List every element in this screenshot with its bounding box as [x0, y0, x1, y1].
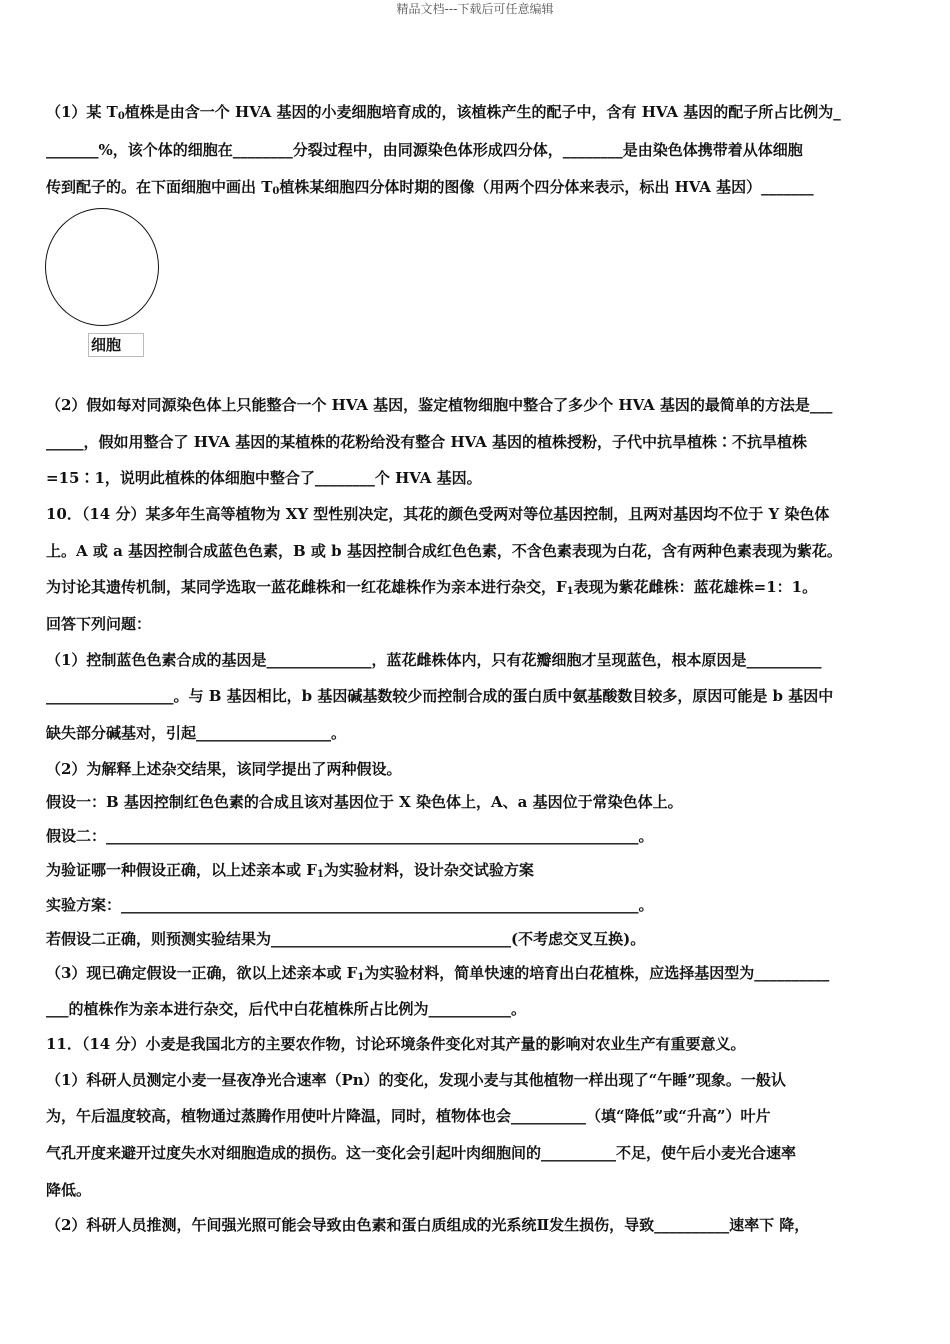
page-header: 精品文档---下载后可任意编辑: [396, 2, 554, 16]
text-line: 缺失部分碱基对，引起__________________。: [46, 724, 347, 742]
text-line: 假设一：B 基因控制红色色素的合成且该对基因位于 X 染色体上，A、a 基因位于常染色体上。: [46, 793, 683, 811]
text-line: （1）某 $T_0$植株是由含一个 HVA 基因的小麦细胞培育成的，该植株产生的配子中，含有 HVA 基因的配子所占比例为_: [46, 103, 841, 122]
cell-circle-drawing: [45, 208, 159, 326]
text-line: =15∶1，说明此植株的体细胞中整合了________个 HVA 基因。: [46, 469, 482, 487]
text-line: 为讨论其遗传机制，某同学选取一蓝花雌株和一红花雄株作为亲本进行杂交，$F_1$表现为紫花雌株：蓝花雄株=1：1。: [46, 578, 818, 597]
text-line: 气孔开度来避开过度失水对细胞造成的损伤。这一变化会引起叶肉细胞间的__________不足，使午后小麦光合速率: [46, 1144, 797, 1162]
text-line: （3）现已确定假设一正确，欲以上述亲本或 $F_1$为实验材料，简单快速的培育出白花植株，应选择基因型为__________: [46, 964, 830, 983]
text-line: _____，假如用整合了 HVA 基因的某植株的花粉给没有整合 HVA 基因的植株授粉，子代中抗旱植株∶不抗旱植株: [46, 433, 807, 451]
cell-label: 细胞: [88, 333, 144, 357]
text-line: 回答下列问题：: [46, 615, 152, 633]
text-line: ___的植株作为亲本进行杂交，后代中白花植株所占比例为___________。: [46, 1000, 527, 1018]
text-line: （1）科研人员测定小麦一昼夜净光合速率（Pn）的变化，发现小麦与其他植物一样出现了“午睡”现象。一般认: [46, 1071, 786, 1089]
text-line: 上。A 或 a 基因控制合成蓝色色素，B 或 b 基因控制合成红色色素，不含色素表现为白花，含有两种色素表现为紫花。: [46, 542, 842, 560]
text-line: 假设二：_______________________________________________________________________。: [46, 827, 654, 845]
text-line: 降低。: [46, 1181, 92, 1199]
text-line: 实验方案：_____________________________________________________________________。: [46, 896, 654, 914]
text-line: （2）科研人员推测，午间强光照可能会导致由色素和蛋白质组成的光系统Ⅱ发生损伤，导致__________速率下 降，: [46, 1216, 810, 1234]
text-line: 若假设二正确，则预测实验结果为________________________________(不考虑交叉互换)。: [46, 930, 646, 948]
text-line: 为，午后温度较高，植物通过蒸腾作用使叶片降温，同时，植物体也会__________（填“降低”或“升高”）叶片: [46, 1107, 771, 1125]
text-line: （1）控制蓝色色素合成的基因是______________，蓝花雌株体内，只有花瓣细胞才呈现蓝色，根本原因是__________: [46, 651, 822, 669]
text-line: （2）假如每对同源染色体上只能整合一个 HVA 基因，鉴定植物细胞中整合了多少个 HVA 基因的最简单的方法是___: [46, 396, 833, 414]
text-line: _________________。与 B 基因相比，b 基因碱基数较少而控制合成的蛋白质中氨基酸数目较多，原因可能是 b 基因中: [46, 687, 834, 705]
question-11-title: 11．（14 分）小麦是我国北方的主要农作物，讨论环境条件变化对其产量的影响对农业生产有重要意义。: [46, 1035, 746, 1053]
text-line: （2）为解释上述杂交结果，该同学提出了两种假设。: [46, 760, 402, 778]
text-line: 为验证哪一种假设正确，以上述亲本或 $F_1$为实验材料，设计杂交试验方案: [46, 861, 534, 880]
question-10-title: 10．（14 分）某多年生高等植物为 XY 型性别决定，其花的颜色受两对等位基因控制，且两对基因均不位于 Y 染色体: [46, 505, 830, 523]
text-line: _______%，该个体的细胞在________分裂过程中，由同源染色体形成四分体，________是由染色体携带着从体细胞: [46, 141, 803, 159]
text-line: 传到配子的。在下面细胞中画出 $T_0$植株某细胞四分体时期的图像（用两个四分体来表示，标出 HVA 基因）_______: [46, 178, 814, 197]
